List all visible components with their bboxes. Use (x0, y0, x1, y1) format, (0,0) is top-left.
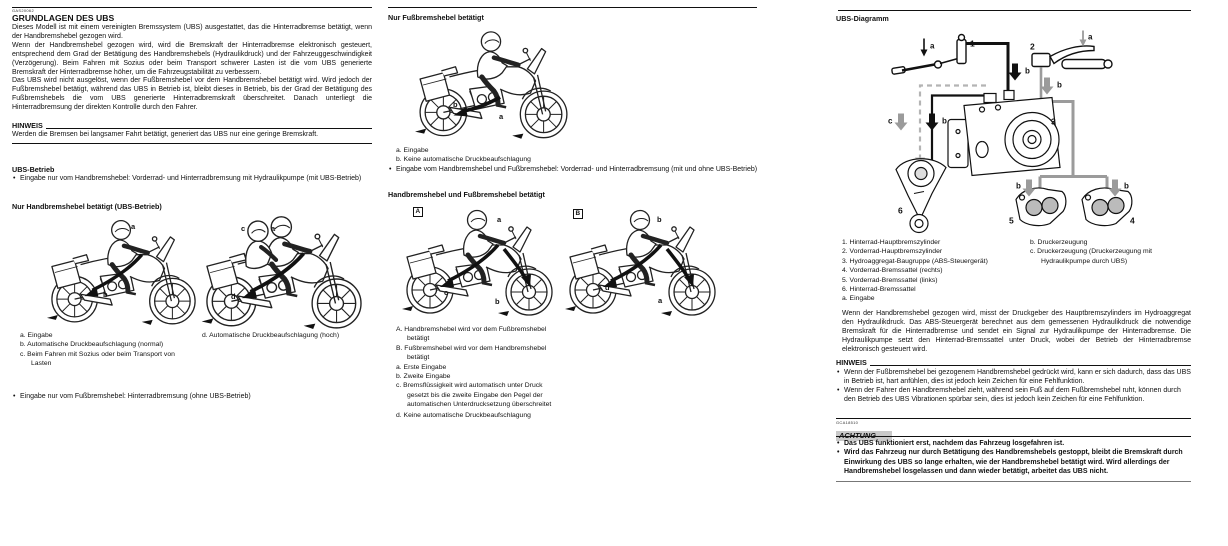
caution-code: GCA18510 (836, 420, 859, 425)
bullet-footbrake-only: • Eingabe nur vom Fußbremshebel: Hinterradbremsung (ohne UBS-Betrieb) (12, 393, 376, 402)
figure-label: b (453, 100, 458, 109)
diagram-number: 2 (1030, 41, 1035, 52)
figure-label: b (657, 215, 662, 224)
intro-paragraphs (12, 24, 372, 113)
caption-item: b. Keine automatische Druckbeaufschlagung (396, 156, 531, 164)
figure-variant-box: A (413, 207, 423, 217)
top-rule (388, 7, 757, 8)
diagram-letter: b (942, 116, 947, 126)
hinweis-item: • Wenn der Fußbremshebel bei gezogenem Handbremshebel gedrückt wird, kann er sich dadurch, dass das UBS in Betrieb ist, hart anfühlen, dies ist jedoch kein Zeichen für eine Fehlfunktion. (836, 368, 1191, 386)
rear-caliper (896, 159, 946, 233)
figure-handbrake-passenger (197, 211, 372, 330)
bullet-handbrake-only: • Eingabe nur vom Handbremshebel: Vorderrad- und Hinterradbremsung mit Hydraulikpumpe (mit UBS-Betrieb) (12, 175, 376, 184)
top-rule (838, 10, 1191, 11)
input-arrowhead-pedal (921, 50, 928, 57)
front-caliper-right (1082, 188, 1132, 226)
column-betrieb-figuren (388, 0, 758, 546)
legend-item: 6. Hinterrad-Bremssattel (842, 286, 916, 294)
diagram-letter: c (888, 116, 893, 126)
diagram-title: UBS-Diagramm (836, 14, 889, 23)
paragraph: Das UBS wird nicht ausgelöst, wenn der Fußbremshebel vor dem Handbremshebel betätigt wird. Wird jedoch der Fußbremshebel betätigt, während das UBS in Betrieb ist, bleibt dieses in Betrieb, bis der Grad der Betätigung des Fußbremshebels die vom UBS generierte Hinterradbremskraft überschreitet. Danach unterliegt die Hinterradbremsung der direkten Kontrolle durch den Fahrer. (12, 77, 372, 112)
figure-title: Nur Fußbremshebel betätigt (388, 13, 484, 22)
pressure-arrow-pedal-line (1009, 64, 1022, 81)
page-title: GRUNDLAGEN DES UBS (12, 13, 115, 23)
caption-item: b. Zweite Eingabe (396, 373, 451, 381)
front-caliper-left (1016, 188, 1066, 226)
figure-footbrake-only (413, 23, 575, 143)
figure-title: Handbremshebel und Fußbremshebel betätigt (388, 190, 545, 199)
caption-item: b. Automatische Druckbeaufschlagung (normal) (20, 341, 164, 349)
caption-item: c. Bremsflüssigkeit wird automatisch unter Druck gesetzt bis die zweite Eingabe den Pegel der automatischen Unterdrucksetzung überschreitet (396, 382, 552, 409)
motorcycle-rider-illustration (45, 211, 203, 330)
bottom-rule (836, 481, 1191, 482)
ubs-diagram-svg (836, 27, 1191, 236)
caution-rule (836, 436, 1191, 437)
legend-column-left (842, 238, 1028, 304)
diagram-letter: b (1025, 66, 1030, 76)
diagram-letter: a (1088, 32, 1093, 42)
motorcycle-rider-illustration (400, 199, 560, 323)
figure-label: c (444, 288, 449, 297)
legend-item: 1. Hinterrad-Hauptbremszylinder (842, 239, 941, 246)
caution-item: • Wird das Fahrzeug nur durch Betätigung des Handbremshebels gestoppt, bleibt die Bremskraft durch Einwirkung des UBS so lange erhalten, wie der Handbremshebel betätigt wird. Wird allerdings der Handbremshebel losgelassen und dann wieder betätigt, arbeitet das UBS nicht. (836, 448, 1191, 476)
caption-item: a. Eingabe (20, 332, 53, 339)
hinweis-header (836, 359, 1191, 367)
hinweis-close-rule (836, 418, 1191, 419)
hinweis-item: • Wenn der Fahrer den Handbremshebel zieht, während sein Fuß auf dem Fußbremshebel ruht, können durch den Betrieb des UBS Vibrationen spürbar sein, dies ist jedoch kein Zeichen für eine Fehlfunktion. (836, 386, 1191, 404)
caption-item: A. Handbremshebel wird vor dem Fußbremshebel betätigt (396, 326, 547, 343)
legend-item: 5. Vorderrad-Bremssattel (links) (842, 276, 938, 284)
figure-label: d (605, 283, 610, 292)
caution-list (836, 439, 1191, 476)
figure-handbrake-solo (45, 211, 203, 330)
caption-item: c. Beim Fahren mit Sozius oder beim Transport von Lasten (20, 350, 175, 368)
pressure-arrow-lever-line (1041, 78, 1054, 95)
figure-variant-box: B (573, 209, 583, 219)
hinweis-header (12, 122, 372, 130)
paragraph: Wenn der Handbremshebel gezogen wird, wird die Bremskraft der Hinterradbremse elektronisch gesteuert, entsprechend dem Grad der Betätigung des Handbremshebels (Hydraulikdruck) und der Fahrzeuggeschwindigkeit (Verzögerung). Beim Fahren mit Sozius oder beim Transport schwerer Lasten ist die vom UBS generierte Bremskraft der Hinterradbremse höher, um die Fahrzeugstabilität zu verbessern. (12, 41, 372, 76)
pressure-arrow-rear (926, 114, 939, 131)
legend-item: a. Eingabe (842, 295, 875, 303)
figure-label: a (497, 215, 502, 224)
figure-captions (396, 325, 566, 420)
figure-label: a (131, 222, 136, 231)
diagram-number: 4 (1130, 215, 1135, 226)
figure-foot-before-hand (563, 199, 723, 323)
hinweis-label: HINWEIS (836, 358, 867, 367)
caption-column-right (202, 331, 372, 369)
caption-column-left (20, 331, 194, 369)
ubs-hydraulic-diagram (836, 27, 1191, 236)
hinweis-rule (870, 365, 1191, 366)
caption-item: a. Erste Eingabe (396, 363, 447, 371)
caption-item: a. Eingabe (396, 147, 429, 154)
hinweis-list (836, 368, 1191, 404)
legend-item: c. Druckerzeugung (Druckerzeugung mit Hydraulikpumpe durch UBS) (1030, 248, 1153, 265)
diagram-number: 5 (1009, 215, 1014, 226)
legend-item: 4. Vorderrad-Bremssattel (rechts) (842, 267, 943, 275)
rear-brake-pedal (892, 35, 966, 75)
diagram-letter: b (1057, 80, 1062, 90)
section-code: GAS20062 (12, 8, 34, 13)
figure-label: b (495, 297, 500, 306)
column-grundlagen (12, 0, 372, 546)
front-brake-lever (1032, 46, 1112, 69)
caution-item: • Das UBS funktioniert erst, nachdem das Fahrzeug losgefahren ist. (836, 439, 1191, 448)
hydraulic-unit (948, 91, 1060, 176)
legend-item: b. Druckerzeugung (1030, 239, 1088, 246)
diagram-letter: b (1124, 181, 1129, 191)
column-ubs-diagramm (836, 0, 1192, 546)
figure-label: a (499, 112, 504, 121)
diagram-number: 3 (1051, 116, 1056, 127)
legend-item: 3. Hydroaggregat-Baugruppe (ABS-Steuergerät) (842, 257, 988, 265)
diagram-number: 6 (898, 205, 903, 216)
hinweis-close-rule (12, 143, 372, 144)
figure-title: Nur Handbremshebel betätigt (UBS-Betrieb) (12, 202, 162, 211)
figure-label: a (271, 224, 276, 233)
diagram-letter: a (930, 41, 935, 51)
figure-label: d (231, 292, 236, 301)
figure-hand-before-foot (400, 199, 560, 323)
figure-captions (20, 331, 372, 369)
figure-captions (396, 146, 646, 165)
hinweis-rule (46, 128, 372, 129)
diagram-legend (842, 238, 1191, 304)
caution-label: ACHTUNG (836, 431, 892, 441)
hinweis-text: Werden die Bremsen bei langsamer Fahrt betätigt, generiert das UBS nur eine geringe Bremskraft. (12, 131, 319, 138)
figure-label: a (658, 296, 663, 305)
diagram-letter: b (1016, 181, 1021, 191)
legend-column-right (1030, 238, 1175, 304)
pump-pressure-arrow (895, 114, 908, 131)
legend-item: 2. Vorderrad-Hauptbremszylinder (842, 248, 943, 256)
hinweis-label: HINWEIS (12, 121, 43, 130)
paragraph: Dieses Modell ist mit einem vereinigten Bremssystem (UBS) ausgestattet, das die Hinterradbremse betätigt, wenn der Handbremshebel gezogen wird. (12, 24, 372, 40)
figure-label: c (241, 224, 246, 233)
caption-item: d. Keine automatische Druckbeaufschlagung (396, 411, 531, 419)
caption-item: d. Automatische Druckbeaufschlagung (hoch) (201, 332, 340, 339)
top-rule (12, 7, 372, 8)
motorcycle-rider-illustration (413, 23, 575, 143)
function-paragraph: Wenn der Handbremshebel gezogen wird, misst der Druckgeber des Hauptbremszylinders im Hydroaggregat den Hydraulikdruck. Das ABS-Steuergerät berechnet aus dem gemessenen Hydraulikdruck die notwendige Bremskraft für die Hinterradbremse und sendet ein Signal zur Hydraulikpumpe der Hinterradbremse. Die Hydraulikpumpe setzt den Hinterrad-Bremssattel unter Druck, wobei der Betrieb der Hinterradbremse elektronisch gesteuert wird. (842, 310, 1191, 354)
section-title: UBS-Betrieb (12, 165, 55, 174)
figure-label: b (103, 290, 108, 299)
motorcycle-rider-illustration (563, 199, 723, 323)
diagram-number: 1 (970, 38, 975, 49)
caption-item: B. Fußbremshebel wird vor dem Handbremshebel betätigt (396, 344, 547, 362)
motorcycle-passenger-illustration (197, 211, 372, 330)
bullet-both-levers: • Eingabe vom Handbremshebel und Fußbremshebel: Vorderrad- und Hinterradbremsung (mit und ohne UBS-Betrieb) (388, 166, 764, 175)
